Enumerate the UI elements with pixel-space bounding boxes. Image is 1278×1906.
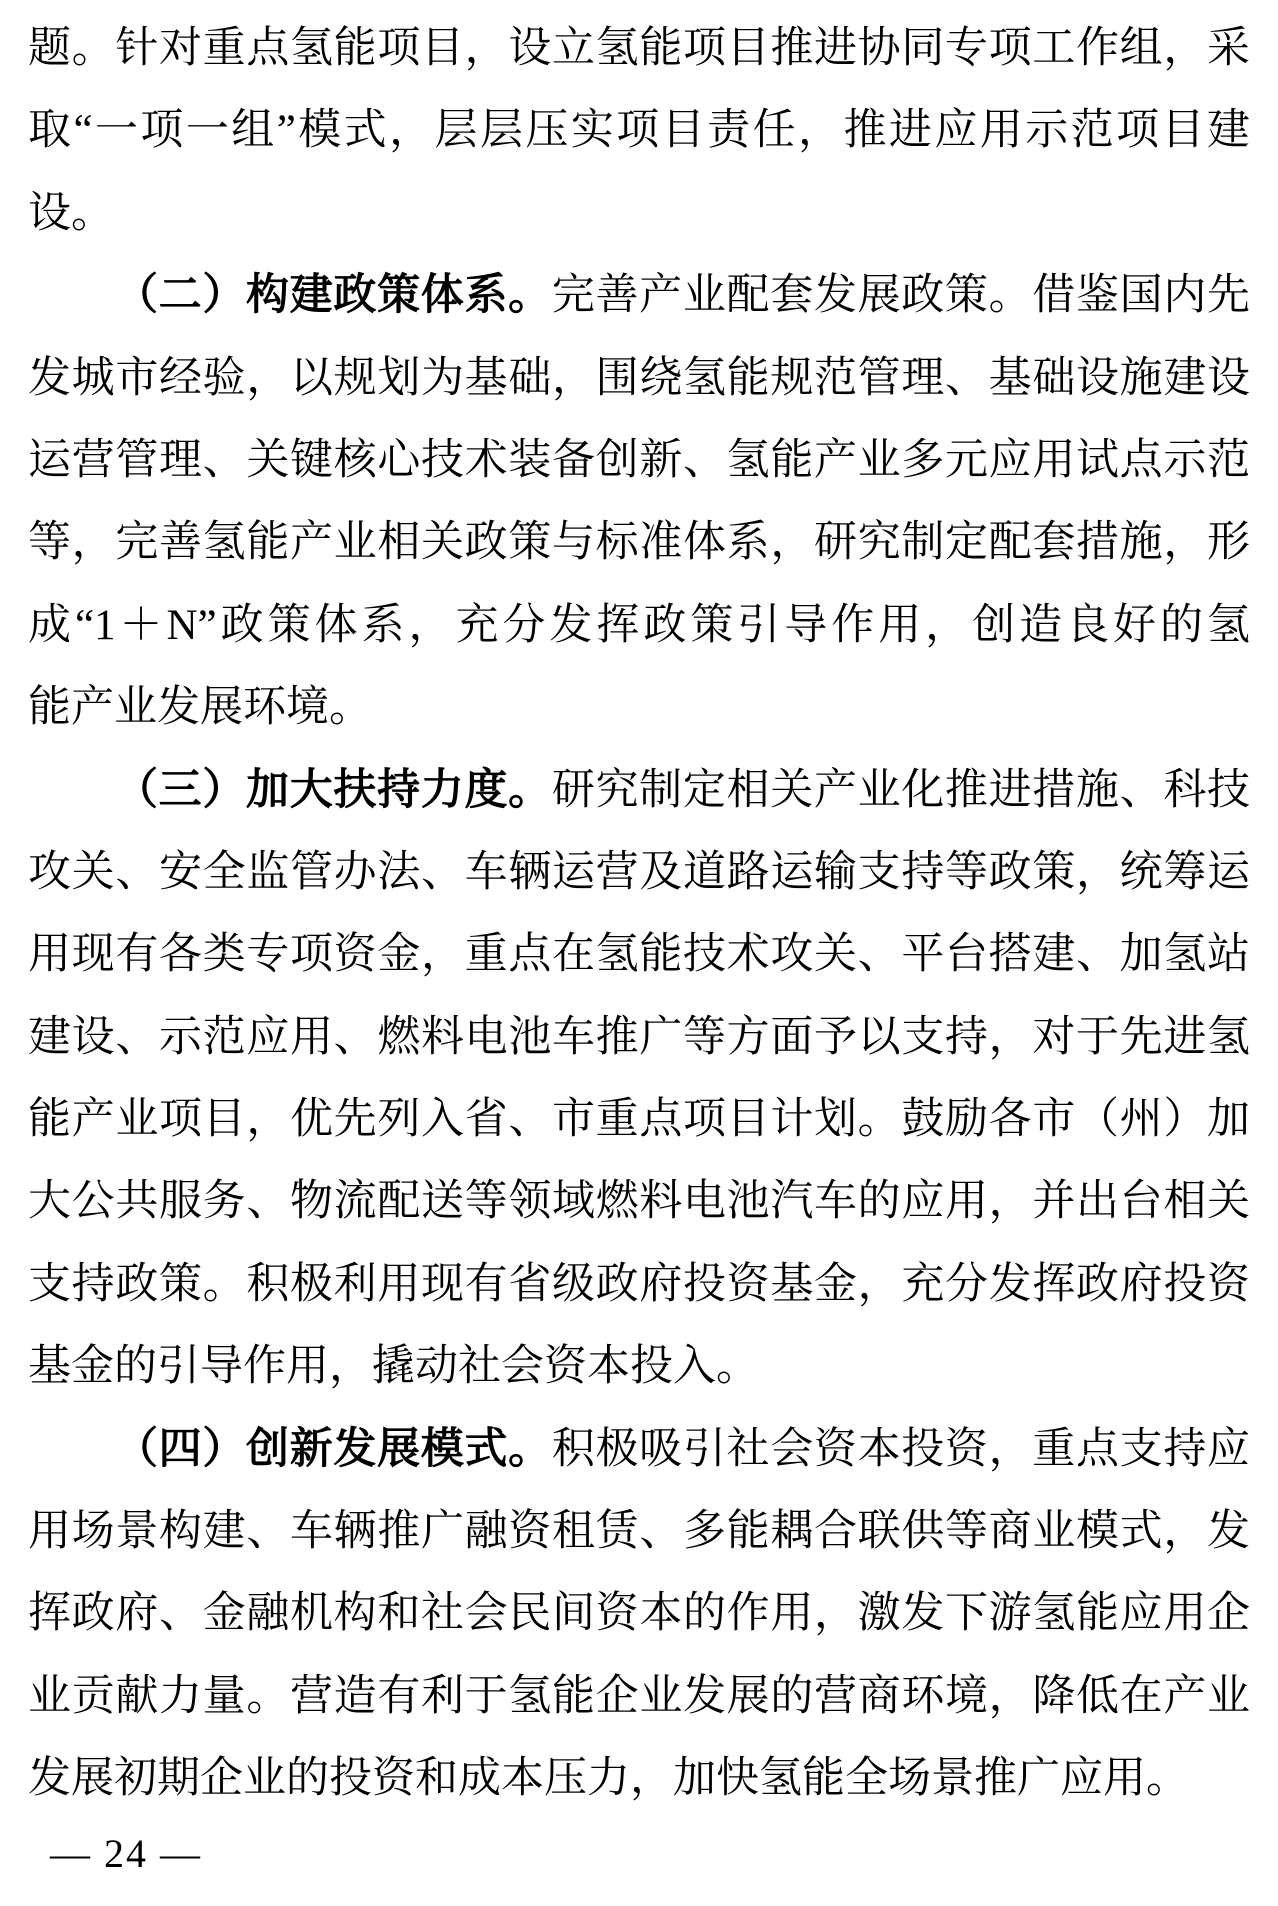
text-line	[28, 1079, 1250, 1161]
body-text-segment: 攻关、安全监管办法、车辆运营及道路运输支持等政策，统筹运	[28, 848, 1250, 896]
body-text-segment: 运营管理、关键核心技术装备创新、氢能产业多元应用试点示范	[28, 436, 1250, 484]
body-text-segment: 积极吸引社会资本投资，重点支持应	[551, 1425, 1251, 1473]
body-text-segment: 发展初期企业的投资和成本压力，加快氢能全场景推广应用。	[28, 1755, 1189, 1803]
text-line	[28, 173, 1250, 255]
body-text-segment: 基金的引导作用，撬动社会资本投入。	[28, 1343, 759, 1391]
text-line	[28, 750, 1250, 832]
body-text-segment: 挥政府、金融机构和社会民间资本的作用，激发下游氢能应用企	[28, 1590, 1250, 1638]
body-text-segment: 设。	[28, 189, 114, 237]
text-line	[28, 585, 1250, 667]
text-line	[28, 502, 1250, 584]
body-text-segment: 研究制定相关产业化推进措施、科技	[551, 766, 1251, 814]
body-text-segment: 发城市经验，以规划为基础，围绕氢能规范管理、基础设施建设	[28, 354, 1250, 402]
section-heading-text: （三）加大扶持力度。	[115, 766, 552, 814]
page-number: — 24 —	[50, 1831, 202, 1876]
body-text-segment: 题。针对重点氢能项目，设立氢能项目推进协同专项工作组，采	[28, 25, 1250, 72]
text-line	[28, 1656, 1250, 1738]
body-text-segment: 能产业发展环境。	[28, 684, 372, 732]
body-text-segment: 支持政策。积极利用现有省级政府投资基金，充分发挥政府投资	[28, 1260, 1250, 1308]
text-line	[28, 1491, 1250, 1573]
text-line	[28, 1161, 1250, 1243]
document-body	[28, 8, 1250, 1821]
text-line	[28, 1326, 1250, 1408]
text-line	[28, 667, 1250, 749]
text-line	[28, 8, 1250, 90]
text-line	[28, 90, 1250, 172]
text-line	[28, 1738, 1250, 1820]
body-text-segment: 能产业项目，优先列入省、市重点项目计划。鼓励各市（州）加	[28, 1096, 1250, 1144]
body-text-segment: 用现有各类专项资金，重点在氢能技术攻关、平台搭建、加氢站	[28, 931, 1250, 979]
section-heading-text: （四）创新发展模式。	[115, 1425, 552, 1473]
body-text-segment: 建设、示范应用、燃料电池车推广等方面予以支持，对于先进氢	[28, 1013, 1250, 1061]
body-text-segment: 等，完善氢能产业相关政策与标准体系，研究制定配套措施，形	[28, 519, 1250, 567]
text-line	[28, 338, 1250, 420]
text-line	[28, 1409, 1250, 1491]
body-text-segment: 成“1＋N”政策体系，充分发挥政策引导作用，创造良好的氢	[28, 601, 1250, 649]
text-line	[28, 997, 1250, 1079]
body-text-segment: 大公共服务、物流配送等领域燃料电池汽车的应用，并出台相关	[28, 1178, 1250, 1226]
body-text-segment: 取“一项一组”模式，层层压实项目责任，推进应用示范项目建	[28, 107, 1250, 155]
text-line	[28, 1573, 1250, 1655]
text-line	[28, 255, 1250, 337]
text-line	[28, 914, 1250, 996]
body-text-segment: 业贡献力量。营造有利于氢能企业发展的营商环境，降低在产业	[28, 1672, 1250, 1720]
text-line	[28, 832, 1250, 914]
body-text-segment: 完善产业配套发展政策。借鉴国内先	[551, 272, 1251, 320]
section-heading-text: （二）构建政策体系。	[115, 272, 552, 320]
body-text-segment: 用场景构建、车辆推广融资租赁、多能耦合联供等商业模式，发	[28, 1508, 1250, 1556]
text-line	[28, 1244, 1250, 1326]
text-line	[28, 420, 1250, 502]
